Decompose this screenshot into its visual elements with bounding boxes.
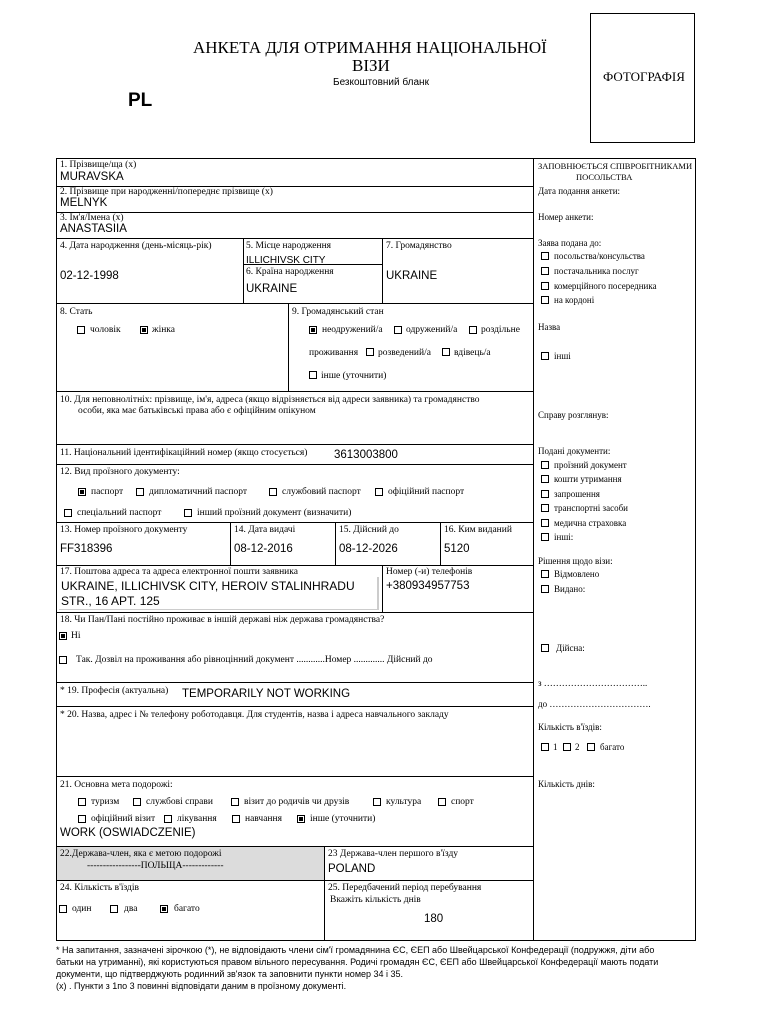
doc-other-label: інший проїзний документ (визначити) bbox=[197, 508, 352, 518]
purpose-medical-checkbox[interactable] bbox=[164, 815, 172, 823]
civil-other-label: інше (уточнити) bbox=[321, 371, 387, 381]
sex-male-label: чоловік bbox=[90, 325, 121, 335]
f21-label: 21. Основна мета подорожі: bbox=[60, 780, 173, 790]
purpose-business-checkbox[interactable] bbox=[133, 798, 141, 806]
entries-1-label: 1 bbox=[553, 742, 558, 752]
official-provider-label: постачальника послуг bbox=[554, 266, 639, 276]
doc-travel-checkbox[interactable] bbox=[541, 461, 549, 469]
birth-country-field[interactable]: UKRAINE bbox=[246, 283, 298, 295]
purpose-business-label: службові справи bbox=[146, 797, 213, 807]
decision-issued-label: Видано: bbox=[554, 584, 586, 594]
doc-other-checkbox[interactable] bbox=[541, 533, 549, 541]
purpose-culture-label: культура bbox=[386, 797, 422, 807]
purpose-family-label: візит до родичів чи друзів bbox=[244, 797, 350, 807]
decision-valid-label: Дійсна: bbox=[556, 643, 585, 653]
residence-yes-checkbox[interactable] bbox=[59, 656, 67, 664]
doc-official-label: офіційний паспорт bbox=[388, 487, 465, 497]
doc-invitation-checkbox[interactable] bbox=[541, 490, 549, 498]
f6-label: 6. Країна народження bbox=[246, 267, 334, 277]
f10-label-2: особи, яка має батьківські права або є офіційним опікуном bbox=[78, 406, 316, 416]
civil-married-label: одружений/а bbox=[406, 325, 458, 335]
official-date-submitted: Дата подання анкети: bbox=[538, 186, 621, 196]
entries-multi-checkbox[interactable] bbox=[160, 905, 168, 913]
f24-label: 24. Кількість в'їздів bbox=[60, 883, 140, 893]
official-decision: Рішення щодо візи: bbox=[538, 556, 613, 566]
form-title-line1: АНКЕТА ДЛЯ ОТРИМАННЯ НАЦІОНАЛЬНОЇ bbox=[193, 38, 547, 57]
f22-label: 22.Держава-член, яка є метою подорожі bbox=[60, 849, 222, 859]
residence-yes-label: Так. Дозвіл на проживання або рівноцінний документ ............Номер ............. Дійсний до bbox=[76, 655, 433, 665]
doc-transport-label: транспортні засоби bbox=[554, 503, 628, 513]
entries-one-label: один bbox=[72, 904, 92, 914]
f9-label: 9. Громадянський стан bbox=[292, 307, 384, 317]
residence-no-checkbox[interactable] bbox=[59, 632, 67, 640]
purpose-sport-label: спорт bbox=[451, 797, 474, 807]
address-line-1: UKRAINE, ILLICHIVSK CITY, HEROIV STALINHRADU bbox=[61, 579, 355, 593]
f14-label: 14. Дата видачі bbox=[234, 525, 296, 535]
birth-date-field[interactable]: 02-12-1998 bbox=[60, 270, 119, 282]
doc-special-label: спеціальний паспорт bbox=[77, 508, 162, 518]
f25-sublabel: Вкажіть кількість днів bbox=[330, 895, 421, 905]
f7-label: 7. Громадянство bbox=[386, 241, 452, 251]
f8-label: 8. Стать bbox=[60, 307, 93, 317]
purpose-tourism-checkbox[interactable] bbox=[78, 798, 86, 806]
doc-service-checkbox[interactable] bbox=[269, 488, 277, 496]
doc-other-checkbox[interactable] bbox=[184, 509, 192, 517]
citizenship-field[interactable]: UKRAINE bbox=[386, 270, 438, 282]
surname-field[interactable]: MURAVSKA bbox=[60, 171, 124, 183]
entries-two-label: два bbox=[124, 904, 138, 914]
footer-note-1: * На запитання, зазначені зірочкою (*), не відповідають члени сім'ї громадянина ЄС, ЄЕП або Швейцарської Конфедерації (подружжя, діти або bbox=[56, 945, 655, 955]
official-header-2: ПОСОЛЬСТВА bbox=[576, 172, 633, 182]
doc-insurance-checkbox[interactable] bbox=[541, 519, 549, 527]
entries-2-label: 2 bbox=[575, 742, 580, 752]
doc-special-checkbox[interactable] bbox=[64, 509, 72, 517]
footer-note-3: документи, що підтверджують родинний зв'язок та заповнити пункти номер 34 і 35. bbox=[56, 969, 404, 979]
national-id-field[interactable]: 3613003800 bbox=[334, 449, 398, 461]
decision-refused-checkbox[interactable] bbox=[541, 570, 549, 578]
f23-label: 23 Держава-член першого в'їзду bbox=[328, 849, 459, 859]
valid-from: з …………………………….. bbox=[538, 678, 648, 688]
purpose-medical-label: лікування bbox=[177, 814, 217, 824]
decision-valid-checkbox[interactable] bbox=[541, 644, 549, 652]
purpose-culture-checkbox[interactable] bbox=[373, 798, 381, 806]
residence-no-label: Ні bbox=[71, 631, 81, 641]
civil-divorced-checkbox[interactable] bbox=[366, 348, 374, 356]
civil-divorced-label: розведений/а bbox=[378, 348, 431, 358]
sex-male-checkbox[interactable] bbox=[77, 326, 85, 334]
official-intermediary-checkbox[interactable] bbox=[541, 282, 549, 290]
civil-single-checkbox[interactable] bbox=[309, 326, 317, 334]
doc-funds-label: кошти утримання bbox=[554, 474, 622, 484]
official-case-handled: Справу розглянув: bbox=[538, 410, 609, 420]
official-border-label: на кордоні bbox=[554, 295, 595, 305]
stay-days-field[interactable]: 180 bbox=[424, 913, 444, 925]
official-entries: Кількість в'їздів: bbox=[538, 722, 602, 732]
civil-other-checkbox[interactable] bbox=[309, 371, 317, 379]
civil-single-label: неодружений/а bbox=[322, 325, 383, 335]
purpose-official-checkbox[interactable] bbox=[78, 815, 86, 823]
f19-label: * 19. Професія (актуальна) bbox=[60, 686, 169, 696]
f15-label: 15. Дійсний до bbox=[339, 525, 399, 535]
civil-widowed-checkbox[interactable] bbox=[442, 348, 450, 356]
f16-label: 16. Ким виданий bbox=[444, 525, 512, 535]
official-embassy-checkbox[interactable] bbox=[541, 252, 549, 260]
f5-label: 5. Місце народження bbox=[246, 241, 332, 251]
f11-label: 11. Національний ідентифікаційний номер (якщо стосується) bbox=[60, 448, 308, 458]
occupation-field[interactable]: TEMPORARILY NOT WORKING bbox=[182, 688, 351, 700]
issued-by-field[interactable]: 5120 bbox=[444, 543, 470, 555]
address-field[interactable] bbox=[59, 577, 379, 610]
doc-passport-label: паспорт bbox=[91, 487, 124, 497]
f13-label: 13. Номер проїзного документу bbox=[60, 525, 188, 535]
official-intermediary-label: комерційного посередника bbox=[554, 281, 657, 291]
passport-number-field[interactable]: FF318396 bbox=[60, 543, 113, 555]
photo-label: ФОТОГРАФІЯ bbox=[603, 69, 685, 84]
f4-label: 4. Дата народження (день-місяць-рік) bbox=[60, 241, 212, 251]
phone-label: Номер (-и) телефонів bbox=[386, 567, 473, 577]
decision-refused-label: Відмовлено bbox=[554, 569, 600, 579]
f3-label: 3. Ім'я/Імена (x) bbox=[60, 213, 124, 223]
official-provider-checkbox[interactable] bbox=[541, 267, 549, 275]
f10-label-1: 10. Для неповнолітніх: прізвище, ім'я, адреса (якщо відрізняється від адреси заявника) та громадянство bbox=[60, 395, 480, 405]
birth-surname-field[interactable]: MELNYK bbox=[60, 197, 108, 209]
purpose-other-checkbox[interactable] bbox=[297, 815, 305, 823]
f1-label: 1. Прізвище/ща (x) bbox=[60, 160, 137, 170]
civil-married-checkbox[interactable] bbox=[394, 326, 402, 334]
doc-passport-checkbox[interactable] bbox=[78, 488, 86, 496]
official-other-label: інші bbox=[554, 351, 571, 361]
footer-note-4: (x) . Пункти з 1по 3 повинні відповідати даним в проїзному документі. bbox=[56, 981, 347, 991]
official-other-checkbox[interactable] bbox=[541, 352, 549, 360]
purpose-official-label: офіційний візит bbox=[91, 814, 156, 824]
given-names-field[interactable]: ANASTASIIA bbox=[60, 223, 127, 235]
purpose-tourism-label: туризм bbox=[91, 797, 120, 807]
footer-note-2: батьки на утриманні), які користуються правом вільного пересування. Родичі громадян ЄС, ЄЕП або Швейцарської Конфедерації мають подати bbox=[56, 957, 659, 967]
issue-date-field[interactable]: 08-12-2016 bbox=[234, 543, 293, 555]
official-submitted-at: Заява подана до: bbox=[538, 238, 602, 248]
civil-widowed-label: вдівець/а bbox=[454, 348, 491, 358]
doc-transport-checkbox[interactable] bbox=[541, 504, 549, 512]
official-days: Кількість днів: bbox=[538, 779, 595, 789]
entries-multi-official-checkbox[interactable] bbox=[587, 743, 595, 751]
doc-diplomatic-label: дипломатичний паспорт bbox=[149, 487, 247, 497]
civil-separated-label: роздільне bbox=[481, 325, 520, 335]
photo-box bbox=[590, 13, 695, 143]
f12-label: 12. Вид проїзного документу: bbox=[60, 467, 180, 477]
expiry-date-field[interactable]: 08-12-2026 bbox=[339, 543, 398, 555]
destination-country-field[interactable]: -----------------ПОЛЬЩА------------- bbox=[87, 861, 224, 871]
sex-female-label: жінка bbox=[152, 325, 175, 335]
doc-funds-checkbox[interactable] bbox=[541, 475, 549, 483]
first-entry-field[interactable]: POLAND bbox=[328, 863, 376, 875]
birth-place-field[interactable]: ILLICHIVSK CITY bbox=[246, 255, 326, 266]
official-docs-submitted: Подані документи: bbox=[538, 446, 611, 456]
purpose-field[interactable]: WORK (OSWIADCZENIE) bbox=[60, 827, 196, 839]
purpose-sport-checkbox[interactable] bbox=[438, 798, 446, 806]
country-code: PL bbox=[128, 90, 153, 111]
entries-one-checkbox[interactable] bbox=[59, 905, 67, 913]
civil-separated-checkbox[interactable] bbox=[469, 326, 477, 334]
f20-label: * 20. Назва, адрес і № телефону роботодавця. Для студентів, назва і адреса навчального закладу bbox=[60, 710, 449, 720]
doc-travel-label: проїзний документ bbox=[554, 460, 627, 470]
purpose-family-checkbox[interactable] bbox=[231, 798, 239, 806]
phone-field[interactable]: +380934957753 bbox=[386, 580, 470, 592]
purpose-other-label: інше (уточнити) bbox=[310, 814, 376, 824]
doc-official-checkbox[interactable] bbox=[375, 488, 383, 496]
entries-1-checkbox[interactable] bbox=[541, 743, 549, 751]
entries-multi-official-label: багато bbox=[600, 742, 625, 752]
f25-label: 25. Передбачений період перебування bbox=[328, 883, 482, 893]
doc-insurance-label: медична страховка bbox=[554, 518, 627, 528]
address-line-2: STR., 16 APT. 125 bbox=[61, 594, 160, 608]
official-border-checkbox[interactable] bbox=[541, 296, 549, 304]
purpose-study-label: навчання bbox=[245, 814, 282, 824]
form-title-line2: ВІЗИ bbox=[352, 56, 390, 75]
valid-to: до ……………………………. bbox=[538, 699, 651, 709]
entries-two-checkbox[interactable] bbox=[110, 905, 118, 913]
entries-multi-label: багато bbox=[174, 904, 200, 914]
official-embassy-label: посольства/консульства bbox=[554, 251, 645, 261]
doc-invitation-label: запрошення bbox=[554, 489, 600, 499]
official-app-number: Номер анкети: bbox=[538, 212, 594, 222]
f18-label: 18. Чи Пан/Пані постійно проживає в іншій державі ніж держава громадянства? bbox=[60, 615, 385, 625]
official-name-label: Назва bbox=[538, 322, 561, 332]
civil-separated-label-2: проживання bbox=[309, 348, 359, 358]
doc-service-label: службовий паспорт bbox=[282, 487, 361, 497]
form-subtitle: Безкоштовний бланк bbox=[333, 77, 429, 88]
official-header-1: ЗАПОВНЮЄТЬСЯ СПІВРОБІТНИКАМИ bbox=[538, 161, 693, 171]
f17-label: 17. Поштова адреса та адреса електронної пошти заявника bbox=[60, 567, 298, 577]
entries-2-checkbox[interactable] bbox=[563, 743, 571, 751]
sex-female-checkbox[interactable] bbox=[140, 326, 148, 334]
doc-diplomatic-checkbox[interactable] bbox=[136, 488, 144, 496]
decision-issued-checkbox[interactable] bbox=[541, 585, 549, 593]
doc-other-label: інші: bbox=[554, 532, 574, 542]
purpose-study-checkbox[interactable] bbox=[232, 815, 240, 823]
f2-label: 2. Прізвище при народженні/попереднє прізвище (x) bbox=[60, 187, 273, 197]
